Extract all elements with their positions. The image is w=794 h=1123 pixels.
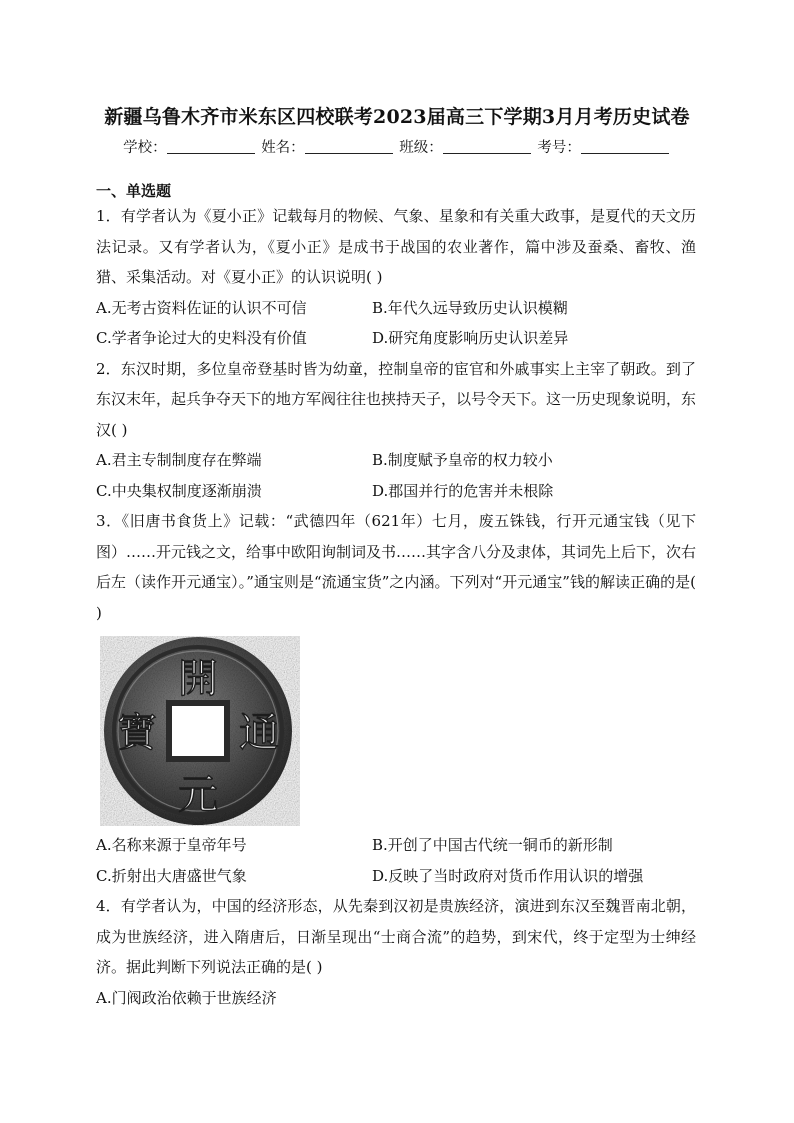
- option-a: A.门阀政治依赖于世族经济: [96, 988, 277, 1007]
- question-2: [96, 354, 696, 507]
- option-b: B.年代久远导致历史认识模糊: [372, 298, 568, 317]
- option-d: D.研究角度影响历史认识差异: [372, 329, 569, 347]
- school-blank: [167, 139, 255, 154]
- option-a: A.名称来源于皇帝年号: [96, 836, 247, 854]
- option-d: D.郡国并行的危害并未根除: [372, 481, 554, 500]
- question-1: [96, 201, 696, 354]
- question-text: 2．东汉时期，多位皇帝登基时皆为幼童，控制皇帝的宦官和外戚事实上主宰了朝政。到了东汉末年，起兵争夺天下的地方军阀往往也挟持天子，以号令天下。这一历史现象说明，东汉( ): [96, 359, 697, 439]
- option-d: D.反映了当时政府对货币作用认识的增强: [372, 866, 644, 885]
- coin-char-bottom: 元: [178, 772, 218, 818]
- coin-char-left: 寶: [117, 710, 157, 756]
- option-c: C.折射出大唐盛世气象: [96, 866, 247, 885]
- coin-char-right: 通: [239, 710, 279, 756]
- options-row: [96, 323, 696, 354]
- exam-number-label: 考号：: [537, 140, 581, 156]
- name-label: 姓名：: [261, 140, 305, 156]
- coin-square-hole: [166, 700, 230, 762]
- option-b: B.制度赋予皇帝的权力较小: [372, 451, 553, 469]
- student-info-line: [0, 136, 794, 157]
- page-title: 新疆乌鲁木齐市米东区四校联考2023届高三下学期3月月考历史试卷: [104, 106, 690, 128]
- question-text: 3．《旧唐书食货上》记载：“武德四年（621年）七月，废五铢钱，行开元通宝钱（见下图）……开元钱之文，给事中欧阳询制词及书……其字含八分及隶体，其词先上后下，次右后左（读作开元通宝）。”通宝则是“流通宝货”之内涵。下列对“开元通宝”钱的解读正确的是( ): [96, 512, 697, 622]
- section-heading: 一、单选题: [96, 182, 172, 200]
- question-4: [96, 891, 696, 1013]
- option-c: C.学者争论过大的史料没有价值: [96, 329, 307, 347]
- coin-char-top: 開: [178, 656, 218, 702]
- option-a: A.君主专制制度存在弊端: [96, 451, 262, 469]
- options-row: [96, 861, 696, 892]
- question-list: [96, 201, 696, 1013]
- options-row: [96, 445, 696, 476]
- exam-number-blank: [581, 139, 669, 154]
- question-text: 4．有学者认为，中国的经济形态，从先秦到汉初是贵族经济，演进到东汉至魏晋南北朝，成为世族经济，进入隋唐后，日渐呈现出“士商合流”的趋势，到宋代，终于定型为士绅经济。据此判断下列说法正确的是( ): [96, 897, 696, 976]
- options-row: [96, 293, 696, 324]
- class-blank: [443, 139, 531, 154]
- options-row: [96, 476, 696, 507]
- school-label: 学校：: [123, 140, 167, 156]
- class-label: 班级：: [399, 140, 443, 156]
- option-c: C.中央集权制度逐渐崩溃: [96, 481, 262, 500]
- name-blank: [305, 139, 393, 154]
- option-b: B.开创了中国古代统一铜币的新形制: [372, 836, 613, 854]
- options-row: [96, 830, 696, 861]
- question-3: [96, 506, 696, 891]
- question-text: 1．有学者认为《夏小正》记载每月的物候、气象、星象和有关重大政事，是夏代的天文历法记录。又有学者认为，《夏小正》是成书于战国的农业著作，篇中涉及蚕桑、畜牧、渔猎、采集活动。对《夏小正》的认识说明( ): [96, 207, 696, 286]
- coin-figure: [100, 636, 300, 826]
- kaiyuan-coin-image: [100, 636, 300, 826]
- option-a: A.无考古资料佐证的认识不可信: [96, 298, 307, 317]
